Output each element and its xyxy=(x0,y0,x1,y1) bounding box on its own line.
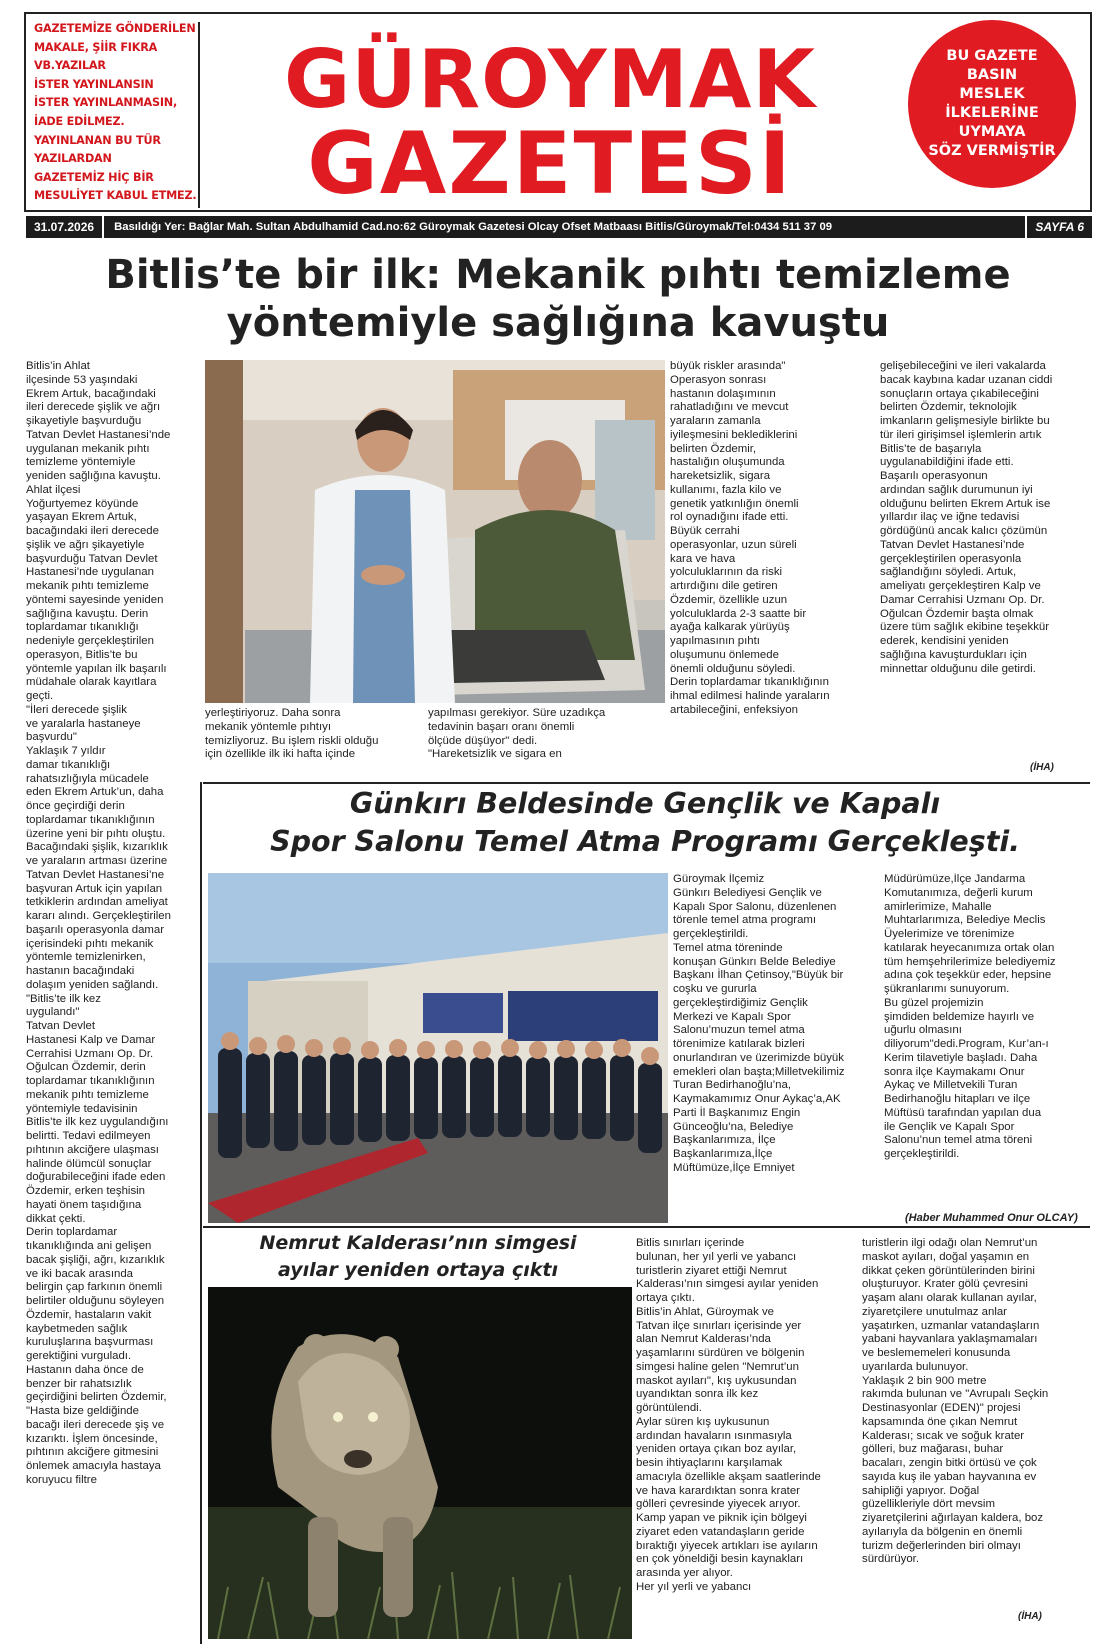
article-text-line: Yoğurtyemez köyünde xyxy=(26,497,139,510)
article-text-line: rahatladığını ve mevcut xyxy=(670,401,789,414)
newspaper-name-bottom: GAZETESİ xyxy=(307,114,793,214)
article-text-line: yaşayan Ekrem Artuk, xyxy=(26,511,137,524)
article-text-line: şikayetiyle başvurduğu xyxy=(26,415,142,427)
article-text-line: benzer bir rahatsızlık xyxy=(26,1377,132,1390)
article-text-line: gölleri çevresinde yiyecek arıyor. xyxy=(636,1498,801,1511)
article-text-line: Güroymak İlçemiz xyxy=(673,873,765,885)
article-text-line: önemli olduğunu söyledi. xyxy=(670,662,796,675)
article-text-line: Tatvan Devlet Hastanesi’ne xyxy=(26,868,165,881)
article-text-line: yöntemiyle tedavisinin xyxy=(26,1102,138,1115)
article-text-line: Başarılı operasyonun xyxy=(880,470,988,482)
article-text-line: Bu güzel projemizin xyxy=(884,996,984,1009)
article-text-line: üzere tüm sağlık ekibine teşekkür xyxy=(880,621,1050,634)
article1-headline-line2: yöntemiyle sağlığına kavuştu xyxy=(226,300,890,346)
article-text-line: şişlik ve ağrı şikayetiyle xyxy=(26,538,145,551)
article-text-line: bacak şişliği, ağrı, kızarıklık xyxy=(26,1253,165,1266)
article-text-line: diliyorum"dedi.Program, Kur’an-ı xyxy=(884,1038,1049,1050)
article-text-line: Ahlat ilçesi xyxy=(26,483,81,496)
article-text-line: ölçüde düşüyor" dedi. xyxy=(428,734,538,747)
article-text-line: şükranlarımı sunuyorum. xyxy=(884,983,1010,995)
article-text-line: Muhtarlarımıza, Belediye Meclis xyxy=(884,914,1046,927)
section-divider-1 xyxy=(203,782,1090,784)
article-text-line: Üyelerimize ve törenimize xyxy=(884,928,1015,940)
article-text-line: dolaşım yeniden sağlandı. xyxy=(26,978,159,991)
article-text-line: Hastanın daha önce de xyxy=(26,1363,144,1376)
article-text-line: ve iki bacak arasında xyxy=(26,1267,134,1280)
article-text-line: tüm hemşehrilerimize belediyemiz xyxy=(884,955,1056,968)
article-text-line: belirten Özdemir, xyxy=(670,442,757,455)
ceremony-group-photo-icon xyxy=(208,873,668,1223)
article-text-line: Derin toplardamar tıkanıklığının xyxy=(670,676,829,689)
article-text-line: sahipliği yapıyor. Doğal xyxy=(862,1484,980,1497)
article-text-line: ve hava karardıktan sonra krater xyxy=(636,1484,800,1497)
article-text-line: katılarak heyecanımıza ortak olan xyxy=(884,941,1055,954)
article1-column-4 xyxy=(880,360,1090,730)
article-text-line: Bitlis’te de başarıyla xyxy=(880,442,982,455)
article-text-line: yaşamlarını sürdüren ve bölgenin xyxy=(636,1347,805,1359)
article-text-line: rahatsızlığıyla mücadele xyxy=(26,772,149,785)
article-text-line: ortaya çıktı. xyxy=(636,1292,695,1304)
article-text-line: başvurdu" xyxy=(26,731,77,744)
article3-column-1 xyxy=(636,1237,854,1642)
article-text-line: üzerine yeni bir pıhtı oluştu. xyxy=(26,827,166,840)
article-text-line: uygulandı" xyxy=(26,1006,80,1019)
article-text-line: arasında yer alıyor. xyxy=(636,1567,733,1579)
article-text-line: amacıyla özellikle akşam saatlerinde xyxy=(636,1470,821,1483)
article-text-line: minnettar olduğunu dile getirdi. xyxy=(880,662,1036,675)
article-text-line: ile Gençlik ve Kapalı Spor xyxy=(884,1120,1015,1133)
article-text-line: gerçekleştirdiğimiz Gençlik xyxy=(673,996,808,1009)
article-text-line: doğurabileceğini ifade eden xyxy=(26,1171,166,1184)
article-text-line: Kalderası; sıcak ve soğuk krater xyxy=(862,1429,1025,1442)
article-text-line: "Bitlis’te ilk kez xyxy=(26,992,101,1005)
article-text-line: yapılması gerekiyor. Süre uzadıkça xyxy=(428,707,606,719)
article-text-line: rakımda bulunan ve "Avrupalı Seçkin xyxy=(862,1388,1049,1401)
article-text-line: Ekrem Artuk, bacağındaki xyxy=(26,387,156,400)
article-text-line: ederek, kendisini yeniden xyxy=(880,635,1009,647)
article-text-line: yöntemle yapılan ilk başarılı xyxy=(26,662,167,675)
article1-credit: (İHA) xyxy=(1030,762,1054,773)
article-text-line: genetik yatkınlığın önemli xyxy=(670,497,799,510)
article-text-line: başvurduğu Tatvan Devlet xyxy=(26,552,158,565)
article-text-line: yöntemi sayesinde yeniden xyxy=(26,593,164,606)
article-text-line: adına çok teşekkür eder, hepsine xyxy=(884,969,1052,982)
article-text-line: sağlığına kavuştu. Derin xyxy=(26,607,149,620)
article-text-line: artabileceğini, enfeksiyon xyxy=(670,703,798,716)
article1-under-photo-text-a xyxy=(205,707,419,767)
article-text-line: içerisindeki pıhtı mekanik xyxy=(26,937,154,950)
article-text-line: hastanın bacağındaki xyxy=(26,965,135,977)
article-text-line: yöntemle temizlenirken, xyxy=(26,951,146,964)
article-text-line: geçirdiğini belirten Özdemir, xyxy=(26,1391,167,1404)
article-text-line: konuşan Günkırı Belde Belediye xyxy=(673,955,836,968)
article-text-line: en çok yöneldiği besin kaynakları xyxy=(636,1553,804,1566)
article1-under-photo-text-b xyxy=(428,707,658,767)
article-text-line: "Hareketsizlik ve sigara en xyxy=(428,748,562,761)
article2-headline-line1: Günkırı Beldesinde Gençlik ve Kapalı xyxy=(349,787,941,820)
article-text-line: bacaları, zengin bitki örtüsü ve çok xyxy=(862,1457,1037,1469)
article-text-line: kuruluşlarına başvurması xyxy=(26,1336,154,1349)
article-text-line: Kalderası’nın simgesi ayılar yeniden xyxy=(636,1278,819,1291)
article-text-line: damar tıkanıklığı xyxy=(26,758,111,771)
article-text-line: Özdemir, hastaların vakit xyxy=(26,1308,152,1321)
article-text-line: yolculuklarda 2-3 saatte bir xyxy=(670,607,807,620)
article-text-line: geçti. xyxy=(26,690,54,702)
article-text-line: sürdürüyor. xyxy=(862,1553,919,1566)
printing-address: Basıldığı Yer: Bağlar Mah. Sultan Abdulhamid Cad.no:62 Güroymak Gazetesi Olcay Ofset Matbaası Bitlis/Güroymak/Tel:0434 511 37 09 xyxy=(114,221,833,233)
article-text-line: ihmal edilmesi halinde yaraların xyxy=(670,690,830,702)
article-text-line: emekleri olan başta;Milletvekilimiz xyxy=(673,1065,845,1078)
article-text-line: Salonu’muzun temel atma xyxy=(673,1024,805,1037)
article-text-line: turizm değerlerinden biri olmayı xyxy=(862,1539,1021,1552)
article-text-line: törenimize katılarak bizleri xyxy=(673,1038,805,1050)
editorial-notice-line: VB.YAZILAR xyxy=(34,59,106,73)
article-text-line: turistlerin ilgi odağı olan Nemrut’un xyxy=(862,1237,1038,1249)
article-text-line: temizleme yöntemiyle xyxy=(26,456,136,469)
article-text-line: Destinasyonlar (EDEN)" projesi xyxy=(862,1402,1021,1414)
notice-divider xyxy=(198,22,200,208)
article-text-line: rol oynadığını ifade etti. xyxy=(670,511,789,524)
article3-headline-line2: ayılar yeniden ortaya çıktı xyxy=(278,1259,558,1281)
article-text-line: Özdemir, erken teşhisin xyxy=(26,1185,146,1197)
article-text-line: Tatvan Devlet xyxy=(26,1020,96,1032)
article-text-line: bacak kaybına kadar uzanan ciddi xyxy=(880,373,1053,386)
doctor-patient-photo-icon xyxy=(205,360,665,703)
article-text-line: Tatvan Devlet Hastanesi’nde xyxy=(880,538,1025,551)
article-text-line: Tatvan ilçe sınırları içerisinde yer xyxy=(636,1319,802,1332)
article-text-line: belirtti. Tedavi edilmeyen xyxy=(26,1130,151,1142)
article-text-line: Kapalı Spor Salonu, düzenlenen xyxy=(673,900,837,913)
article-text-line: Müftüsü tarafından yapılan dua xyxy=(884,1106,1042,1119)
article-text-line: amirlerimize, Mahalle xyxy=(884,900,992,913)
article-text-line: sağlığına kavuşturdukları için xyxy=(880,648,1027,661)
article-text-line: Derin toplardamar xyxy=(26,1226,118,1239)
column-divider-left xyxy=(200,782,202,1644)
article3-column-2 xyxy=(862,1237,1090,1607)
article-text-line: Parti İl Başkanımız Engin xyxy=(673,1106,801,1119)
article-text-line: gerçekleştirilen operasyonla xyxy=(880,552,1022,565)
article-text-line: sağlandığını söyledi. Artuk, xyxy=(880,566,1017,579)
editorial-notice-line: YAZILARDAN xyxy=(34,152,112,166)
article-text-line: için özellikle ilk iki hafta içinde xyxy=(205,748,356,761)
article-text-line: uyarılarda bulunuyor. xyxy=(862,1360,969,1373)
article-text-line: tıkanıklığında ani gelişen xyxy=(26,1240,152,1252)
article-text-line: mekanik yöntemle pıhtıyı xyxy=(205,720,331,733)
article-text-line: Başkanı İlhan Çetinsoy,"Büyük bir xyxy=(673,969,844,982)
article-text-line: yolculuklarının da riski xyxy=(670,566,783,579)
editorial-notice-line: GAZETEMİZ HİÇ BİR xyxy=(34,170,154,184)
article3-credit: (İHA) xyxy=(1018,1611,1042,1622)
article2-credit: (Haber Muhammed Onur OLCAY) xyxy=(905,1212,1078,1224)
article-text-line: gerektiğini vurguladı. xyxy=(26,1350,132,1362)
article-text-line: sayıda kuş ile yaban hayvanına ev xyxy=(862,1470,1037,1483)
article-text-line: operasyon, Bitlis’te bu xyxy=(26,648,138,661)
article-text-line: ameliyatı gerçekleştiren Kalp ve xyxy=(880,580,1041,592)
editorial-notice-line: GAZETEMİZE GÖNDERİLEN xyxy=(34,22,196,35)
article-text-line: toplardamar tıkanıklığının xyxy=(26,813,155,826)
article-text-line: Bitlis’in Ahlat xyxy=(26,360,90,372)
article-text-line: maskot ayıları, doğal yaşamın en xyxy=(862,1250,1030,1263)
article-text-line: gerçekleştirildi. xyxy=(673,928,749,940)
article-text-line: Müdürümüze,İlçe Jandarma xyxy=(884,873,1026,885)
article-text-line: Yaklaşık 2 bin 900 metre xyxy=(862,1374,987,1387)
article-text-line: ardından havaların ısınmasıyla xyxy=(636,1429,792,1442)
article-text-line: Başkanlarımıza, İlçe xyxy=(673,1134,776,1147)
article-text-line: yeniden ortaya çıkan boz ayılar, xyxy=(636,1443,797,1456)
article-text-line: toplardamar tıkanıklığının xyxy=(26,1075,155,1087)
section-divider-2 xyxy=(203,1226,1090,1228)
article-text-line: Özdemir, özellikle uzun xyxy=(670,593,788,606)
article-text-line: alan Nemrut Kalderası’nda xyxy=(636,1333,771,1346)
article1-column-3 xyxy=(670,360,875,765)
article-text-line: oluşumunu önlemede xyxy=(670,648,779,661)
article-text-line: hastanın dolaşımının xyxy=(670,387,776,400)
article1-headline-line1: Bitlis’te bir ilk: Mekanik pıhtı temizleme xyxy=(105,252,1011,298)
article-text-line: imkanların gelişmesiyle birlikte bu xyxy=(880,415,1050,427)
editorial-notice-line: İSTER YAYINLANSIN xyxy=(34,77,154,91)
article-text-line: Aylar süren kış uykusunun xyxy=(636,1415,770,1428)
article-text-line: eden Ekrem Artuk’un, daha xyxy=(26,786,164,799)
article-text-line: "İleri derecede şişlik xyxy=(26,703,127,716)
article-text-line: yaşatırken, uzmanlar vatandaşların xyxy=(862,1319,1040,1332)
press-ethics-line: MESLEK xyxy=(959,86,1025,102)
article-text-line: uyandıktan sonra ilk kez xyxy=(636,1388,759,1401)
article-text-line: Müftümüze,İlçe Emniyet xyxy=(673,1161,795,1174)
article-text-line: kaybetmeden sağlık xyxy=(26,1322,128,1335)
article-text-line: belirten Özdemir, teknolojik xyxy=(880,401,1017,414)
article-text-line: bacağı ileri derecede şiş ve xyxy=(26,1418,165,1431)
press-ethics-badge xyxy=(908,20,1076,188)
article-text-line: kapsamında öne çıkan Nemrut xyxy=(862,1415,1018,1428)
article-text-line: ziyaret eden vatandaşların geride xyxy=(636,1525,805,1538)
article-text-line: ileri derecede şişlik ve ağrı xyxy=(26,401,161,414)
article-text-line: bulunan, her yıl yerli ve yabancı xyxy=(636,1250,797,1263)
article-text-line: Bedirhanoğlu hitapları ve ilçe xyxy=(884,1093,1031,1105)
article-text-line: sonuçların ortaya çıkabileceğini xyxy=(880,387,1039,400)
article-text-line: ve beslememeleri konusunda xyxy=(862,1347,1011,1359)
article-text-line: Turan Bedirhanoğlu’na, xyxy=(673,1079,791,1092)
article-text-line: Damar Cerrahisi Uzmanı Op. Dr. xyxy=(880,593,1045,606)
article-text-line: Komutanımıza, değerli kurum xyxy=(884,886,1033,899)
article2-headline-line2: Spor Salonu Temel Atma Programı Gerçekleşti. xyxy=(270,825,1020,858)
article-text-line: önlemek amacıyla hastaya xyxy=(26,1460,161,1472)
article-text-line: koruyucu filtre xyxy=(26,1473,97,1486)
article-text-line: ilçesinde 53 yaşındaki xyxy=(26,373,138,386)
article-text-line: simgesi haline gelen "Nemrut’un xyxy=(636,1360,799,1373)
article1-column-1 xyxy=(26,360,198,1652)
article-text-line: belirtiler olduğunu söyleyen xyxy=(26,1295,165,1307)
editorial-notice-line: MAKALE, ŞİİR FIKRA xyxy=(34,40,158,54)
article-text-line: tedavinin başarı oranı önemli xyxy=(428,720,575,733)
article-text-line: ayağa kalkarak yürüyüş xyxy=(670,621,790,634)
article-text-line: turistlerin ziyaret ettiği Nemrut xyxy=(636,1264,787,1277)
info-bar xyxy=(26,216,1092,238)
editorial-notice-line: YAYINLANAN BU TÜR xyxy=(34,133,161,147)
article-text-line: halinde ölümcül sonuçlar xyxy=(26,1157,152,1170)
article2-column-1 xyxy=(673,873,883,1223)
article-text-line: Oğulcan Özdemir, derin xyxy=(26,1061,146,1074)
article-text-line: hareketsizlik, sigara xyxy=(670,470,771,482)
article-text-line: Aykaç ve Milletvekili Turan xyxy=(884,1079,1018,1092)
article-text-line: müdahale olarak kayıtlara xyxy=(26,676,157,689)
article-text-line: Her yıl yerli ve yabancı xyxy=(636,1580,752,1593)
article-text-line: kara ve hava xyxy=(670,552,736,565)
article-text-line: bıraktığı yiyecek artıkları ise ayıların xyxy=(636,1539,818,1552)
article-text-line: büyük riskler arasında" xyxy=(670,360,786,372)
article-text-line: yapılmasının pıhtı xyxy=(670,635,760,647)
article-text-line: Hastanesi Kalp ve Damar xyxy=(26,1033,156,1046)
bear-night-photo-icon xyxy=(208,1287,632,1639)
article-text-line: maskot ayıları", kış uykusundan xyxy=(636,1374,797,1387)
article-text-line: oluşturuyor. Krater gölü çevresini xyxy=(862,1278,1028,1291)
issue-date: 31.07.2026 xyxy=(26,216,104,238)
editorial-notice-line: İADE EDİLMEZ. xyxy=(34,114,125,128)
article-text-line: operasyonlar, uzun süreli xyxy=(670,538,797,551)
article-text-line: yerleştiriyoruz. Daha sonra xyxy=(205,707,341,719)
article-text-line: gerçekleştirildi. xyxy=(884,1148,960,1160)
article-text-line: belirgin çap farkının önemli xyxy=(26,1281,163,1294)
article-text-line: önce geçirdiği derin xyxy=(26,800,125,812)
article-text-line: Salonu’nun temel atma töreni xyxy=(884,1134,1033,1147)
article-text-line: Günkırı Belediyesi Gençlik ve xyxy=(673,886,822,899)
page-number: SAYFA 6 xyxy=(1025,216,1092,238)
article-text-line: Başkanlarımıza,İlçe xyxy=(673,1148,773,1160)
article-text-line: güzellikleriyle dört mevsim xyxy=(862,1498,995,1511)
press-ethics-line: İLKELERİNE xyxy=(945,105,1039,121)
article-text-line: bacağındaki ileri derecede xyxy=(26,525,159,537)
article-text-line: kızarıktı. İşlem öncesinde, xyxy=(26,1432,158,1445)
article-text-line: yeniden sağlığına kavuştu. xyxy=(26,470,161,482)
article-text-line: Büyük cerrahi xyxy=(670,525,740,537)
article2-column-2 xyxy=(884,873,1090,1213)
article-text-line: Bitlis sınırları içerinde xyxy=(636,1237,745,1249)
article-text-line: "Hasta bize geldiğinde xyxy=(26,1405,139,1417)
article-text-line: hastalığın oluşumunda xyxy=(670,456,785,469)
article-text-line: hayati önem taşıdığına xyxy=(26,1198,142,1211)
article-text-line: temizliyoruz. Bu işlem riskli olduğu xyxy=(205,734,379,747)
article-text-line: iyileşmesini beklediklerini xyxy=(670,428,798,441)
article-text-line: Bacağındaki şişlik, kızarıklık xyxy=(26,841,168,854)
article-text-line: törenle temel atma programı xyxy=(673,914,817,927)
article-text-line: kullanımı, fazla kilo ve xyxy=(670,483,782,496)
article-text-line: yaraların zamanla xyxy=(670,415,761,427)
article-text-line: tetkiklerin ardından ameliyat xyxy=(26,896,168,909)
article-text-line: artırdığını dile getiren xyxy=(670,580,778,592)
article-text-line: toplardamar tıkanıklığı xyxy=(26,621,139,634)
article-text-line: şimdiden beldemize hayırlı ve xyxy=(884,1010,1035,1023)
article-text-line: Bitlis’in Ahlat, Güroymak ve xyxy=(636,1305,775,1318)
article-text-line: başvuran Artuk için yapılan xyxy=(26,882,163,895)
article-text-line: Hastanesi’nde uygulanan xyxy=(26,566,154,579)
article-text-line: gelişebileceğini ve ileri vakalarda xyxy=(880,360,1046,372)
article-text-line: Kamp yapan ve piknik için bölgeyi xyxy=(636,1512,807,1524)
article-text-line: Kaymakamımız Onur Aykaç’a,AK xyxy=(673,1093,841,1105)
article-text-line: uygulanabildiğini ifade etti. xyxy=(880,456,1014,469)
article-text-line: sonra ilçe Kaymakamı Onur xyxy=(884,1065,1025,1078)
press-ethics-line: UYMAYA xyxy=(958,124,1026,140)
article-text-line: olduğunu belirten Ekrem Artuk ise xyxy=(880,497,1051,510)
article-text-line: Operasyon sonrası xyxy=(670,373,767,386)
article-text-line: pıhtının akciğere ulaşması xyxy=(26,1143,159,1156)
press-ethics-line: BASIN xyxy=(966,67,1018,83)
article-text-line: mekanik pıhtı temizleme xyxy=(26,1088,149,1101)
article-text-line: başarılı operasyonla damar xyxy=(26,923,165,936)
article-text-line: dikkat çekti. xyxy=(26,1212,86,1225)
article-text-line: Günceoğlu’na, Belediye xyxy=(673,1120,794,1133)
article-text-line: ardından sağlık durumunun iyi xyxy=(880,483,1033,496)
article-text-line: dikkat çeken görüntülerinden birini xyxy=(862,1264,1035,1277)
article3-headline-line1: Nemrut Kalderası’nın simgesi xyxy=(259,1232,577,1254)
article-text-line: coşku ve gururla xyxy=(673,983,757,995)
article-text-line: Cerrahisi Uzmanı Op. Dr. xyxy=(26,1047,154,1060)
article-text-line: Kerim tilavetiyle başladı. Daha xyxy=(884,1051,1038,1064)
article-text-line: Bitlis’te ilk kez uygulandığını xyxy=(26,1116,169,1129)
article-text-line: besin ihtiyaçlarını karşılamak xyxy=(636,1457,783,1469)
article-text-line: gölleri, buz mağarası, buhar xyxy=(862,1443,1004,1456)
article-text-line: yıllardır ilaç ve iğne tedavisi xyxy=(880,511,1020,524)
article-text-line: Oğulcan Özdemir başta olmak xyxy=(880,607,1034,620)
article-text-line: Temel atma töreninde xyxy=(673,941,783,954)
article-text-line: uygulanan mekanik pıhtı xyxy=(26,442,150,455)
article-text-line: tür ileri girişimsel işlemlerin artık xyxy=(880,428,1042,441)
article-text-line: kararı alındı. Gerçekleştirilen xyxy=(26,910,171,922)
editorial-notice-line: MESULİYET KABUL ETMEZ. xyxy=(34,189,197,203)
article-text-line: onurlandıran ve üzerimizde büyük xyxy=(673,1051,844,1064)
article-text-line: ve yaraların artması üzerine xyxy=(26,855,168,867)
article-text-line: mekanik pıhtı temizleme xyxy=(26,580,149,592)
article-text-line: görüntülendi. xyxy=(636,1402,702,1414)
article-text-line: Merkezi ve Kapalı Spor xyxy=(673,1010,791,1023)
editorial-notice-line: İSTER YAYINLANMASIN, xyxy=(34,96,178,110)
article-text-line: yaşam alanı olarak kullanan ayılar, xyxy=(862,1292,1037,1304)
press-ethics-line: SÖZ VERMİŞTİR xyxy=(928,143,1056,159)
press-ethics-line: BU GAZETE xyxy=(946,48,1038,64)
article-text-line: gördüğünü ancak kalıcı çözümün xyxy=(880,525,1048,537)
newspaper-name-top: GÜROYMAK xyxy=(283,33,817,126)
article-text-line: pıhtının akciğere gitmesini xyxy=(26,1446,159,1459)
article-text-line: yabani hayvanlara yaklaşmamaları xyxy=(862,1333,1038,1346)
article-text-line: uğurlu olmasını xyxy=(884,1024,962,1037)
article-text-line: Tatvan Devlet Hastanesi’nde xyxy=(26,428,171,441)
article-text-line: ve yaralarla hastaneye xyxy=(26,717,141,730)
article-text-line: Yaklaşık 7 yıldır xyxy=(26,745,106,757)
editorial-notice xyxy=(34,20,196,210)
article-text-line: ziyaretçilere unutulmaz anlar xyxy=(862,1305,1007,1318)
article-text-line: ziyaretçilerini ağırlayan kaldera, boz xyxy=(862,1512,1044,1524)
article-text-line: ayılarıyla da bölgenin en önemli xyxy=(862,1525,1023,1538)
article-text-line: nedeniyle gerçekleştirilen xyxy=(26,635,154,647)
